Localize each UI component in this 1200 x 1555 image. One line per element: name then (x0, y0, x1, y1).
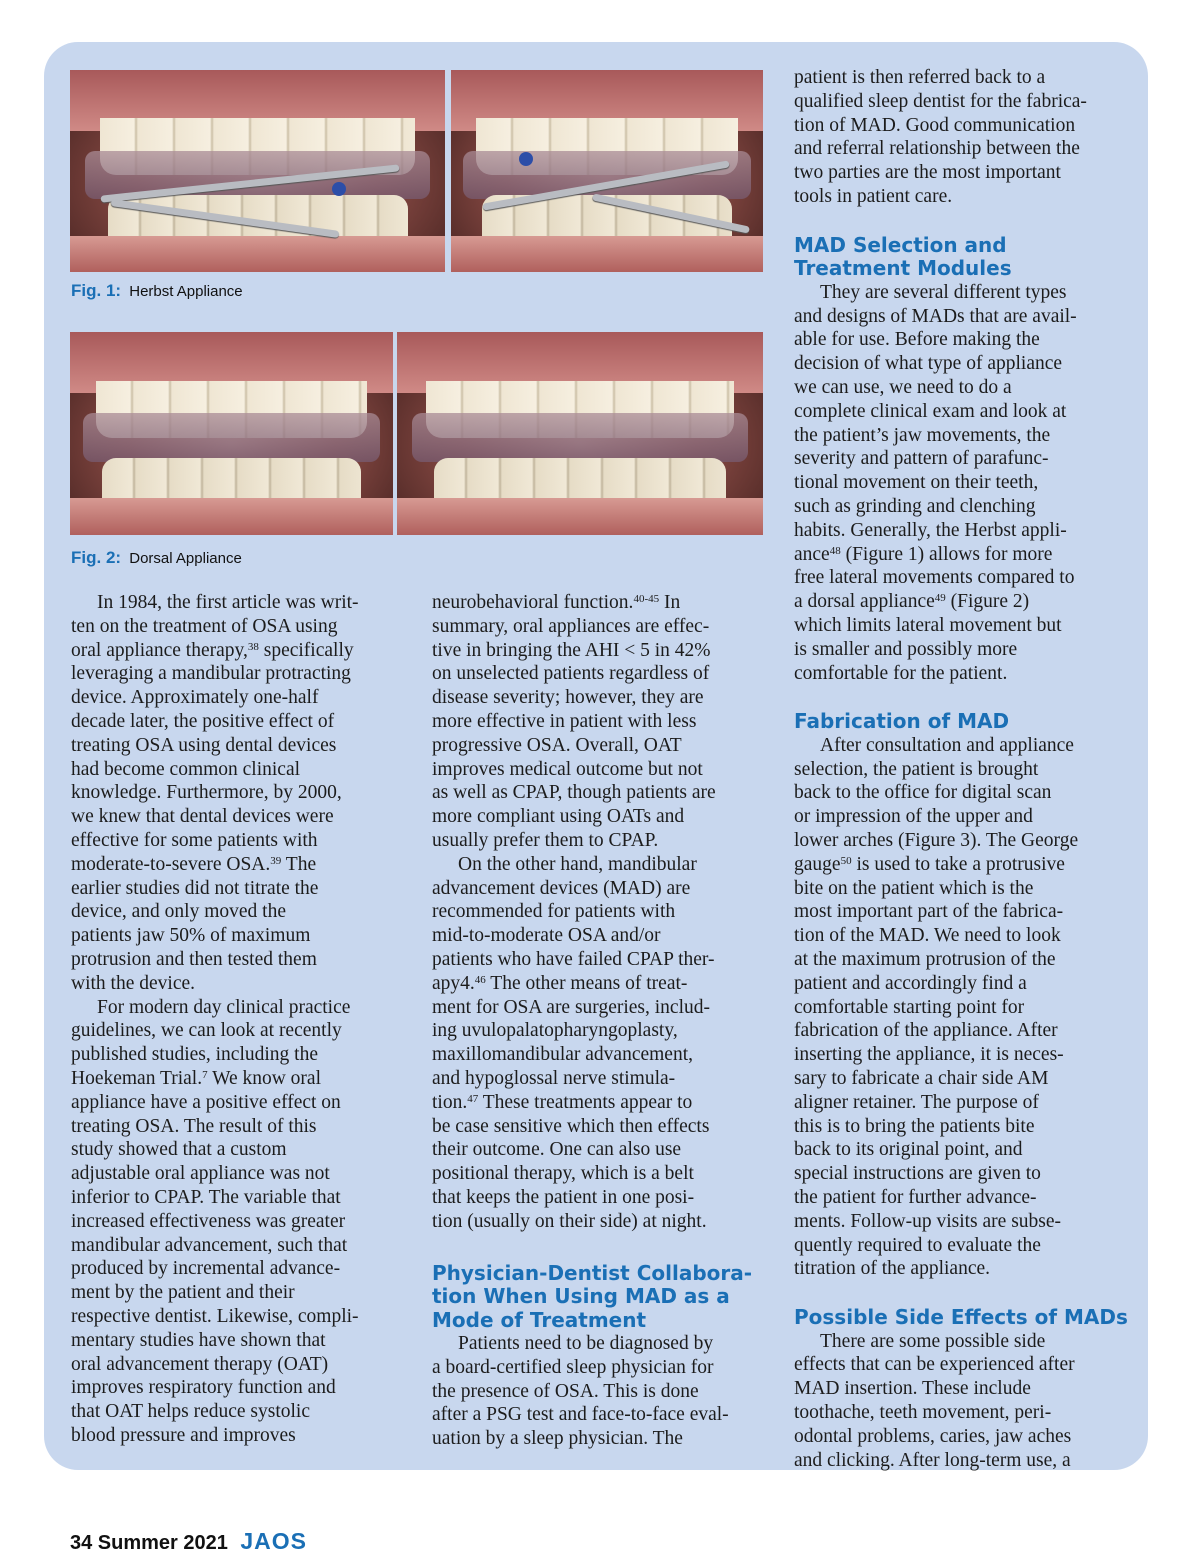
dorsal-appliance-photo-left (70, 332, 393, 535)
figure-2-label: Fig. 2: (71, 548, 122, 567)
figure-1-text: Herbst Appliance (129, 283, 243, 300)
heading-fabrication-of-mad: Fabrication of MAD (794, 709, 1010, 734)
journal-name: JAOS (240, 1528, 307, 1554)
col2-paragraph-2: On the other hand, mandibular advancement devices (MAD) are recommended for patients with mid-to-moderate OSA and/or patients who have failed CPAP ther- apy4.46 The other means of treat- ment for OSA are surgeries, includ- ing uvulopalatopharyngoplasty, maxillomandibular advancement, and hypoglossal nerve stimula- tion.$^{47}$ These treatments appear to be case sensitive which then effects their outcome. One can also use positional therapy, which is a belt that keeps the patient in one posi- tion (usually on their side) at night. (432, 853, 715, 1232)
heading-physician-dentist-collaboration: Physician-Dentist Collabora- tion When Using MAD as a Mode of Treatment (432, 1260, 753, 1332)
dorsal-appliance-photo-right (397, 332, 763, 535)
figure-2-text: Dorsal Appliance (129, 550, 242, 567)
page-number: 34 Summer 2021 (70, 1532, 228, 1554)
col3-paragraph-2: After consultation and appliance selection, the patient is brought back to the office for digital scan or impression of the upper and lower arches (Figure 3). The George gauge$^{50}$ is used to take a protrusive bite on the patient which is the most important part of the fabrica- tion of the MAD. We need to look at the maximum protrusion of the patient and accordingly find a comfortable starting point for fabrication of the appliance. After inserting the appliance, it is neces- sary to fabricate a chair side AM aligner retainer. The purpose of this is to bring the patients bite back to its original point, and special instructions are given to the patient for further advance- ments. Follow-up visits are subse- quently required to evaluate the titration of the appliance. (794, 734, 1079, 1280)
col2-paragraph-3: Patients need to be diagnosed by a board-certified sleep physician for the presence of OSA. This is done after a PSG test and face-to-face eval- uation by a sleep physician. The (432, 1333, 729, 1450)
page-footer (70, 1528, 307, 1555)
col3-paragraph-3: There are some possible side effects that can be experienced after MAD insertion. These include toothache, teeth movement, peri- odontal problems, caries, jaw aches and clicking. After long-term use, a (794, 1330, 1075, 1471)
column-3 (794, 66, 1139, 1472)
herbst-appliance-photo-right (451, 70, 763, 272)
col1-paragraph-1: In 1984, the first article was writ- ten on the treatment of OSA using oral appliance therapy,$^{38}$ specifically leveraging a mandibular protracting device. Approximately one-half decade later, the positive effect of treating OSA using dental devices had become common clinical knowledge. Furthermore, by 2000, we knew that dental devices were effective for some patients with moderate-to-severe OSA.$^{39}$ The earlier studies did not titrate the device, and only moved the patients jaw 50% of maximum protrusion and then tested them with the device. (71, 592, 359, 994)
col2-paragraph-1: neurobehavioral function.$^{40-45}$ In summary, oral appliances are effec- tive in bringing the AHI < 5 in 42% on unselected patients regardless of disease severity; however, they are more effective in patient with less progressive OSA. Overall, OAT improves medical outcome but not as well as CPAP, though patients are more compliant using OATs and usually prefer them to CPAP. (432, 592, 716, 851)
heading-possible-side-effects: Possible Side Effects of MADs (794, 1305, 1128, 1330)
col1-paragraph-2: For modern day clinical practice guidelines, we can look at recently published studies, including the Hoekeman Trial.$^7$ We know oral appliance have a positive effect on treating OSA. The result of this study showed that a custom adjustable oral appliance was not inferior to CPAP. The variable that increased effectiveness was greater mandibular advancement, such that produced by incremental advance- ment by the patient and their respective dentist. Likewise, compli- mentary studies have shown that oral advancement therapy (OAT) improves respiratory function and that OAT helps reduce systolic blood pressure and improves (71, 996, 359, 1446)
col3-paragraph-0: patient is then referred back to a qualified sleep dentist for the fabrica- tion of MAD. Good communication and referral relationship between the two parties are the most important tools in patient care. (794, 67, 1087, 207)
figure-2-caption (71, 548, 242, 568)
column-2 (432, 591, 777, 1451)
column-1 (71, 591, 411, 1448)
col3-paragraph-1: They are several different types and designs of MADs that are avail- able for use. Before making the decision of what type of appliance we can use, we need to do a complete clinical exam and look at the patient’s jaw movements, the severity and pattern of parafunc- tional movement on their teeth, such as grinding and clenching habits. Generally, the Herbst appli- ance$^{48}$ (Figure 1) allows for more free lateral movements compared to a dorsal appliance$^{49}$ (Figure 2) which limits lateral movement but is smaller and possibly more comfortable for the patient. (794, 281, 1077, 684)
heading-mad-selection: MAD Selection and Treatment Modules (794, 232, 1012, 281)
figure-1-caption (71, 281, 243, 301)
figure-1-label: Fig. 1: (71, 281, 122, 300)
herbst-appliance-photo-left (70, 70, 445, 272)
